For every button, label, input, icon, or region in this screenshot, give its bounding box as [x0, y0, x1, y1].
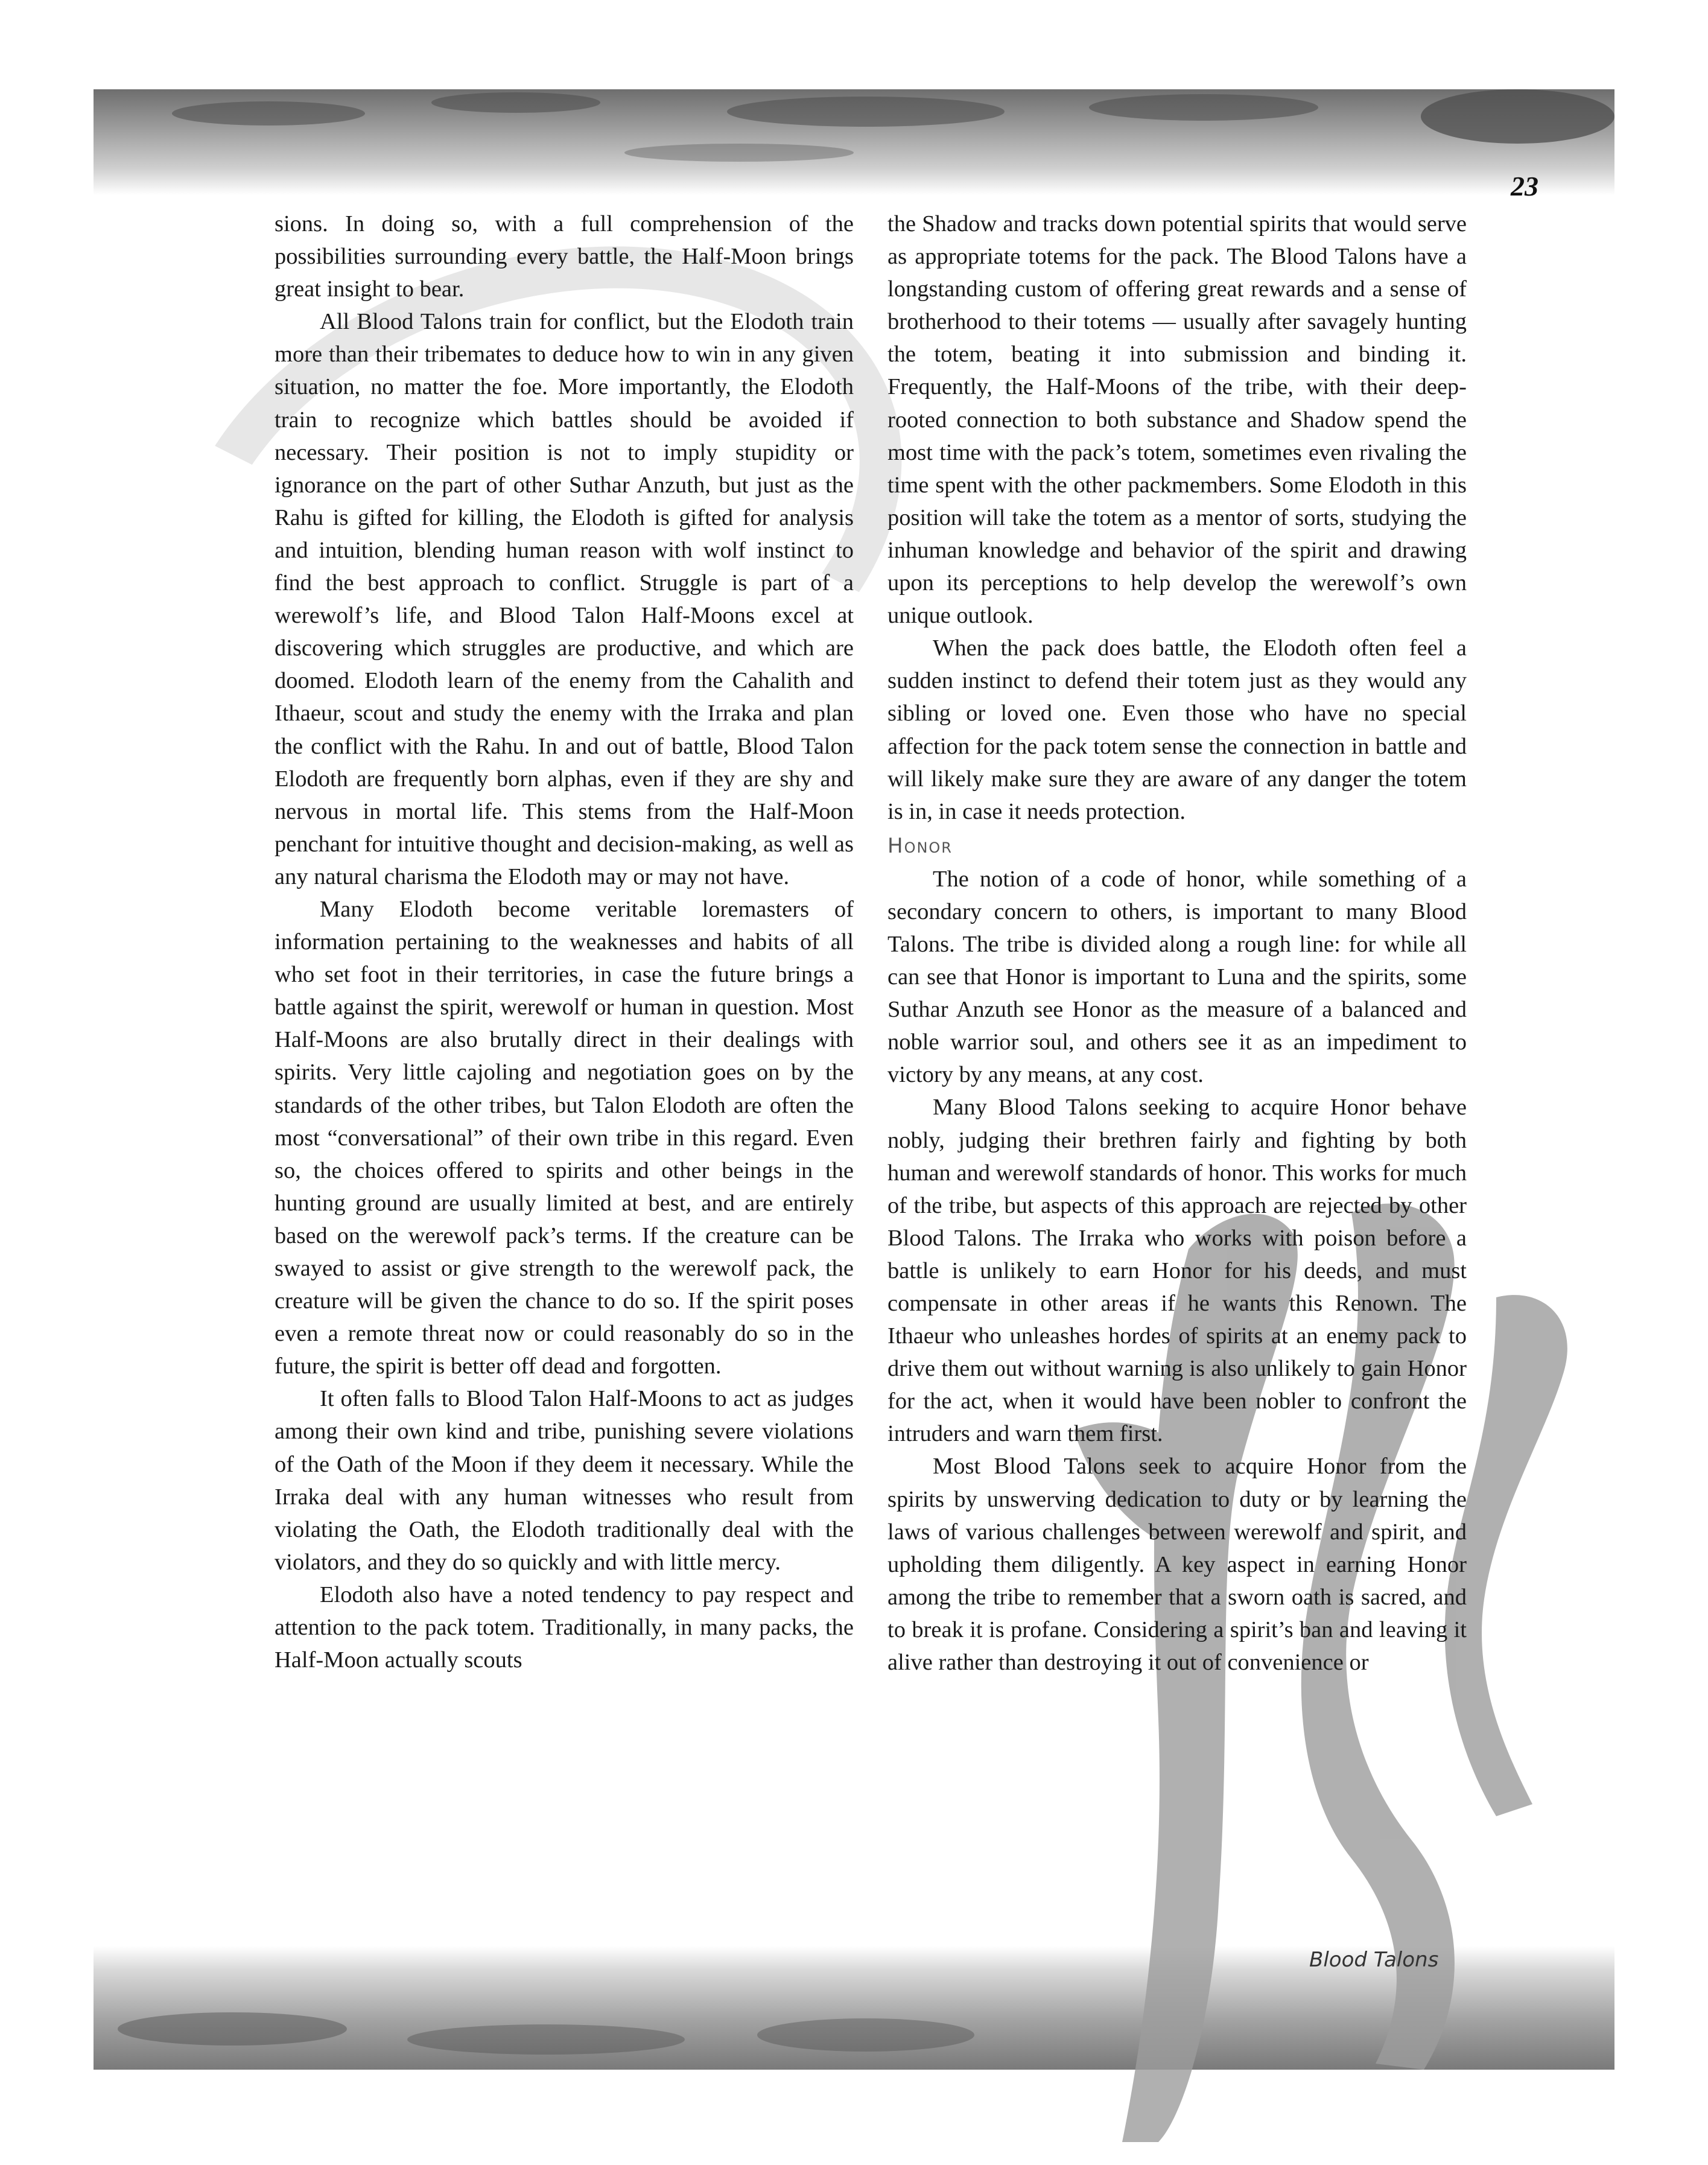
paragraph: Most Blood Talons seek to acquire Honor from the spirits by unswerving dedication to duty or by learning the laws of various challenges between werewolf and spirit, and upholding them diligently. A key aspect in earning Honor among the tribe to remember that a sworn oath is sacred, and to break it is profane. Considering a spirit’s ban and leaving it alive rather than destroying it out of convenience or	[887, 1454, 1467, 1676]
ink-blot	[172, 101, 365, 126]
paragraph: Many Elodoth become veritable loremasters of information pertaining to the weaknesses and habits of all who set foot in their territories, in case the future brings a battle against the spirit, werewolf or human in question. Most Half-Moons are also brutally direct in their dealings with spirits. Very little cajoling and negotiation goes on by the standards of the other tribes, but Talon Elodoth are often the most “conversational” of their own tribe in this regard. Even so, the choices offered to spirits and other beings in the hunting ground are usually limited at best, and are entirely based on the werewolf pack’s terms. If the creature can be swayed to assist or give strength to the werewolf pack, the creature will be given the chance to do so. If the spirit poses even a remote threat now or could reasonably do so in the future, the spirit is better off dead and forgotten.	[275, 896, 854, 1379]
ink-blot	[1089, 94, 1318, 121]
footer-book-title: Blood Talons	[1309, 1948, 1439, 1972]
ink-blot	[431, 92, 600, 113]
paragraph: All Blood Talons train for conflict, but the Elodoth train more than their tribemates to deduce how to win in any given situation, no matter the foe. More importantly, the Elodoth train to recognize which battles should be avoided if necessary. Their position is not to imply stupidity or ignorance on the part of other Suthar Anzuth, but just as the Rahu is gifted for killing, the Elodoth is gifted for analysis and intuition, blending human reason with wolf instinct to find the best approach to conflict. Struggle is part of a werewolf’s life, and Blood Talon Half-Moons excel at discovering which struggles are productive, and which are doomed. Elodoth learn of the enemy from the Cahalith and Ithaeur, scout and study the enemy with the Irraka and plan the conflict with the Rahu. In and out of battle, Blood Talon Elodoth are frequently born alphas, even if they are shy and nervous in mortal life. This stems from the Half-Moon penchant for intuitive thought and decision-making, as well as any natural charisma the Elodoth may or may not have.	[275, 309, 854, 889]
paragraph: Elodoth also have a noted tendency to pay respect and attention to the pack totem. Traditionally, in many packs, the Half-Moon actually scouts	[275, 1582, 854, 1673]
ink-blot	[1421, 89, 1614, 144]
header-ink-band	[94, 89, 1614, 195]
paragraph: When the pack does battle, the Elodoth often feel a sudden instinct to defend their totem just as they would any sibling or loved one. Even those who have no special affection for the pack totem sense the connection in battle and will likely make sure they are aware of any danger the totem is in, in case it needs protection.	[887, 635, 1467, 824]
ink-blot	[727, 97, 1005, 127]
ink-blot	[118, 2012, 347, 2046]
right-column	[887, 208, 1467, 1679]
page-number: 23	[1511, 171, 1538, 202]
paragraph: The notion of a code of honor, while something of a secondary concern to others, is important to many Blood Talons. The tribe is divided along a rough line: for while all can see that Honor is important to Luna and the spirits, some Suthar Anzuth see Honor as the measure of a balanced and noble warrior soul, and others see it as an impediment to victory by any means, at any cost.	[887, 866, 1467, 1088]
section-heading: Honor	[887, 833, 953, 858]
ink-blot	[624, 144, 854, 162]
ink-blot	[757, 2018, 974, 2052]
paragraph: sions. In doing so, with a full comprehension of the possibilities surrounding every battle, the Half-Moon brings great insight to bear.	[275, 211, 854, 302]
paragraph: Many Blood Talons seeking to acquire Honor behave nobly, judging their brethren fairly and fighting by both human and werewolf standards of honor. This works for much of the tribe, but aspects of this approach are rejected by other Blood Talons. The Irraka who works with poison before a battle is unlikely to earn Honor for his deeds, and must compensate in other areas if he wants this Renown. The Ithaeur who unleashes hordes of spirits at an enemy pack to drive them out without warning is also unlikely to gain Honor for the act, when it would have been nobler to confront the intruders and warn them first.	[887, 1095, 1467, 1447]
left-column	[275, 208, 854, 1676]
paragraph: It often falls to Blood Talon Half-Moons to act as judges among their own kind and tribe, punishing severe violations of the Oath of the Moon if they deem it necessary. While the Irraka deal with any human witnesses who result from violating the Oath, the Elodoth traditionally deal with the violators, and they do so quickly and with little mercy.	[275, 1386, 854, 1575]
ink-blot	[407, 2024, 685, 2055]
paragraph: the Shadow and tracks down potential spirits that would serve as appropriate totems for the pack. The Blood Talons have a longstanding custom of offering great rewards and a sense of brotherhood to their totems — usually after savagely hunting the totem, beating it into submission and binding it. Frequently, the Half-Moons of the tribe, with their deep-rooted connection to both substance and Shadow spend the most time with the pack’s totem, sometimes even rivaling the time spent with the other packmembers. Some Elodoth in this position will take the totem as a mentor of sorts, studying the inhuman knowledge and behavior of the spirit and drawing upon its perceptions to help develop the werewolf’s own unique outlook.	[887, 211, 1467, 629]
